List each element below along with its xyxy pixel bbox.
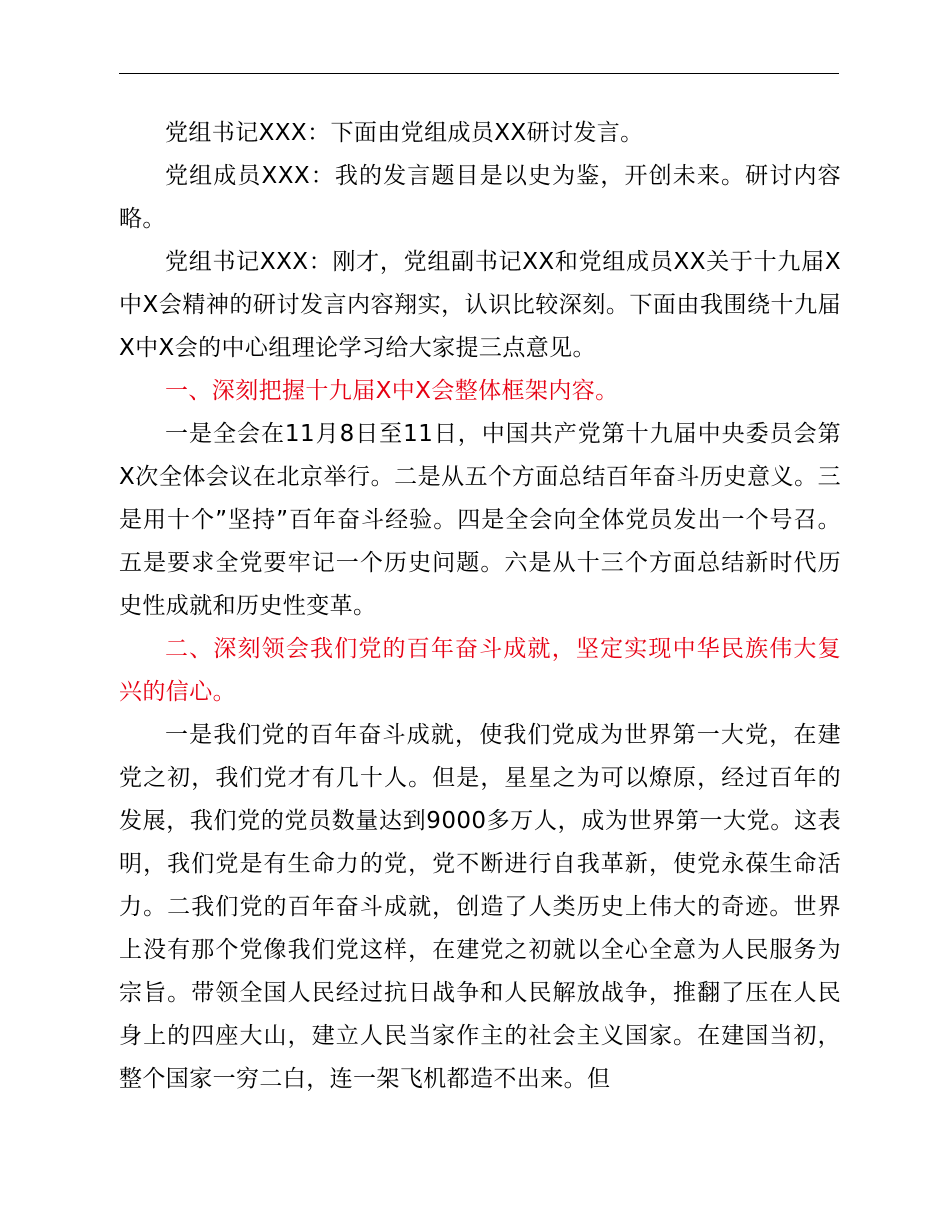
- paragraph-section-two-body: 一是我们党的百年奋斗成就，使我们党成为世界第一大党，在建党之初，我们党才有几十人。但是，星星之为可以燎原，经过百年的发展，我们党的党员数量达到9000多万人，成为世界第一大党。这表明，我们党是有生命力的党，党不断进行自我革新，使党永葆生命活力。二我们党的百年奋斗成就，创造了人类历史上伟大的奇迹。世界上没有那个党像我们党这样，在建党之初就以全心全意为人民服务为宗旨。带领全国人民经过抗日战争和人民解放战争，推翻了压在人民身上的四座大山，建立人民当家作主的社会主义国家。在建国当初，整个国家一穷二白，连一架飞机都造不出来。但: [119, 722, 841, 1092]
- paragraph-member-speech: 党组成员XXX：我的发言题目是以史为鉴，开创未来。研讨内容略。: [119, 163, 841, 232]
- paragraph-secretary-intro: 党组书记XXX：下面由党组成员XX研讨发言。: [165, 120, 644, 146]
- header-rule: [119, 73, 839, 74]
- document-body: [119, 112, 841, 1101]
- paragraph-secretary-summary: 党组书记XXX：刚才，党组副书记XX和党组成员XX关于十九届X中X会精神的研讨发言内容翔实，认识比较深刻。下面由我围绕十九届X中X会的中心组理论学习给大家提三点意见。: [119, 249, 841, 361]
- section-heading-one: 一、深刻把握十九届X中X会整体框架内容。: [165, 378, 619, 404]
- paragraph-section-one-body: 一是全会在11月8日至11日，中国共产党第十九届中央委员会第X次全体会议在北京举行。二是从五个方面总结百年奋斗历史意义。三是用十个”坚持”百年奋斗经验。四是全会向全体党员发出一个号召。五是要求全党要牢记一个历史问题。六是从十三个方面总结新时代历史性成就和历史性变革。: [119, 421, 841, 619]
- section-heading-two: 二、深刻领会我们党的百年奋斗成就，坚定实现中华民族伟大复兴的信心。: [119, 636, 841, 705]
